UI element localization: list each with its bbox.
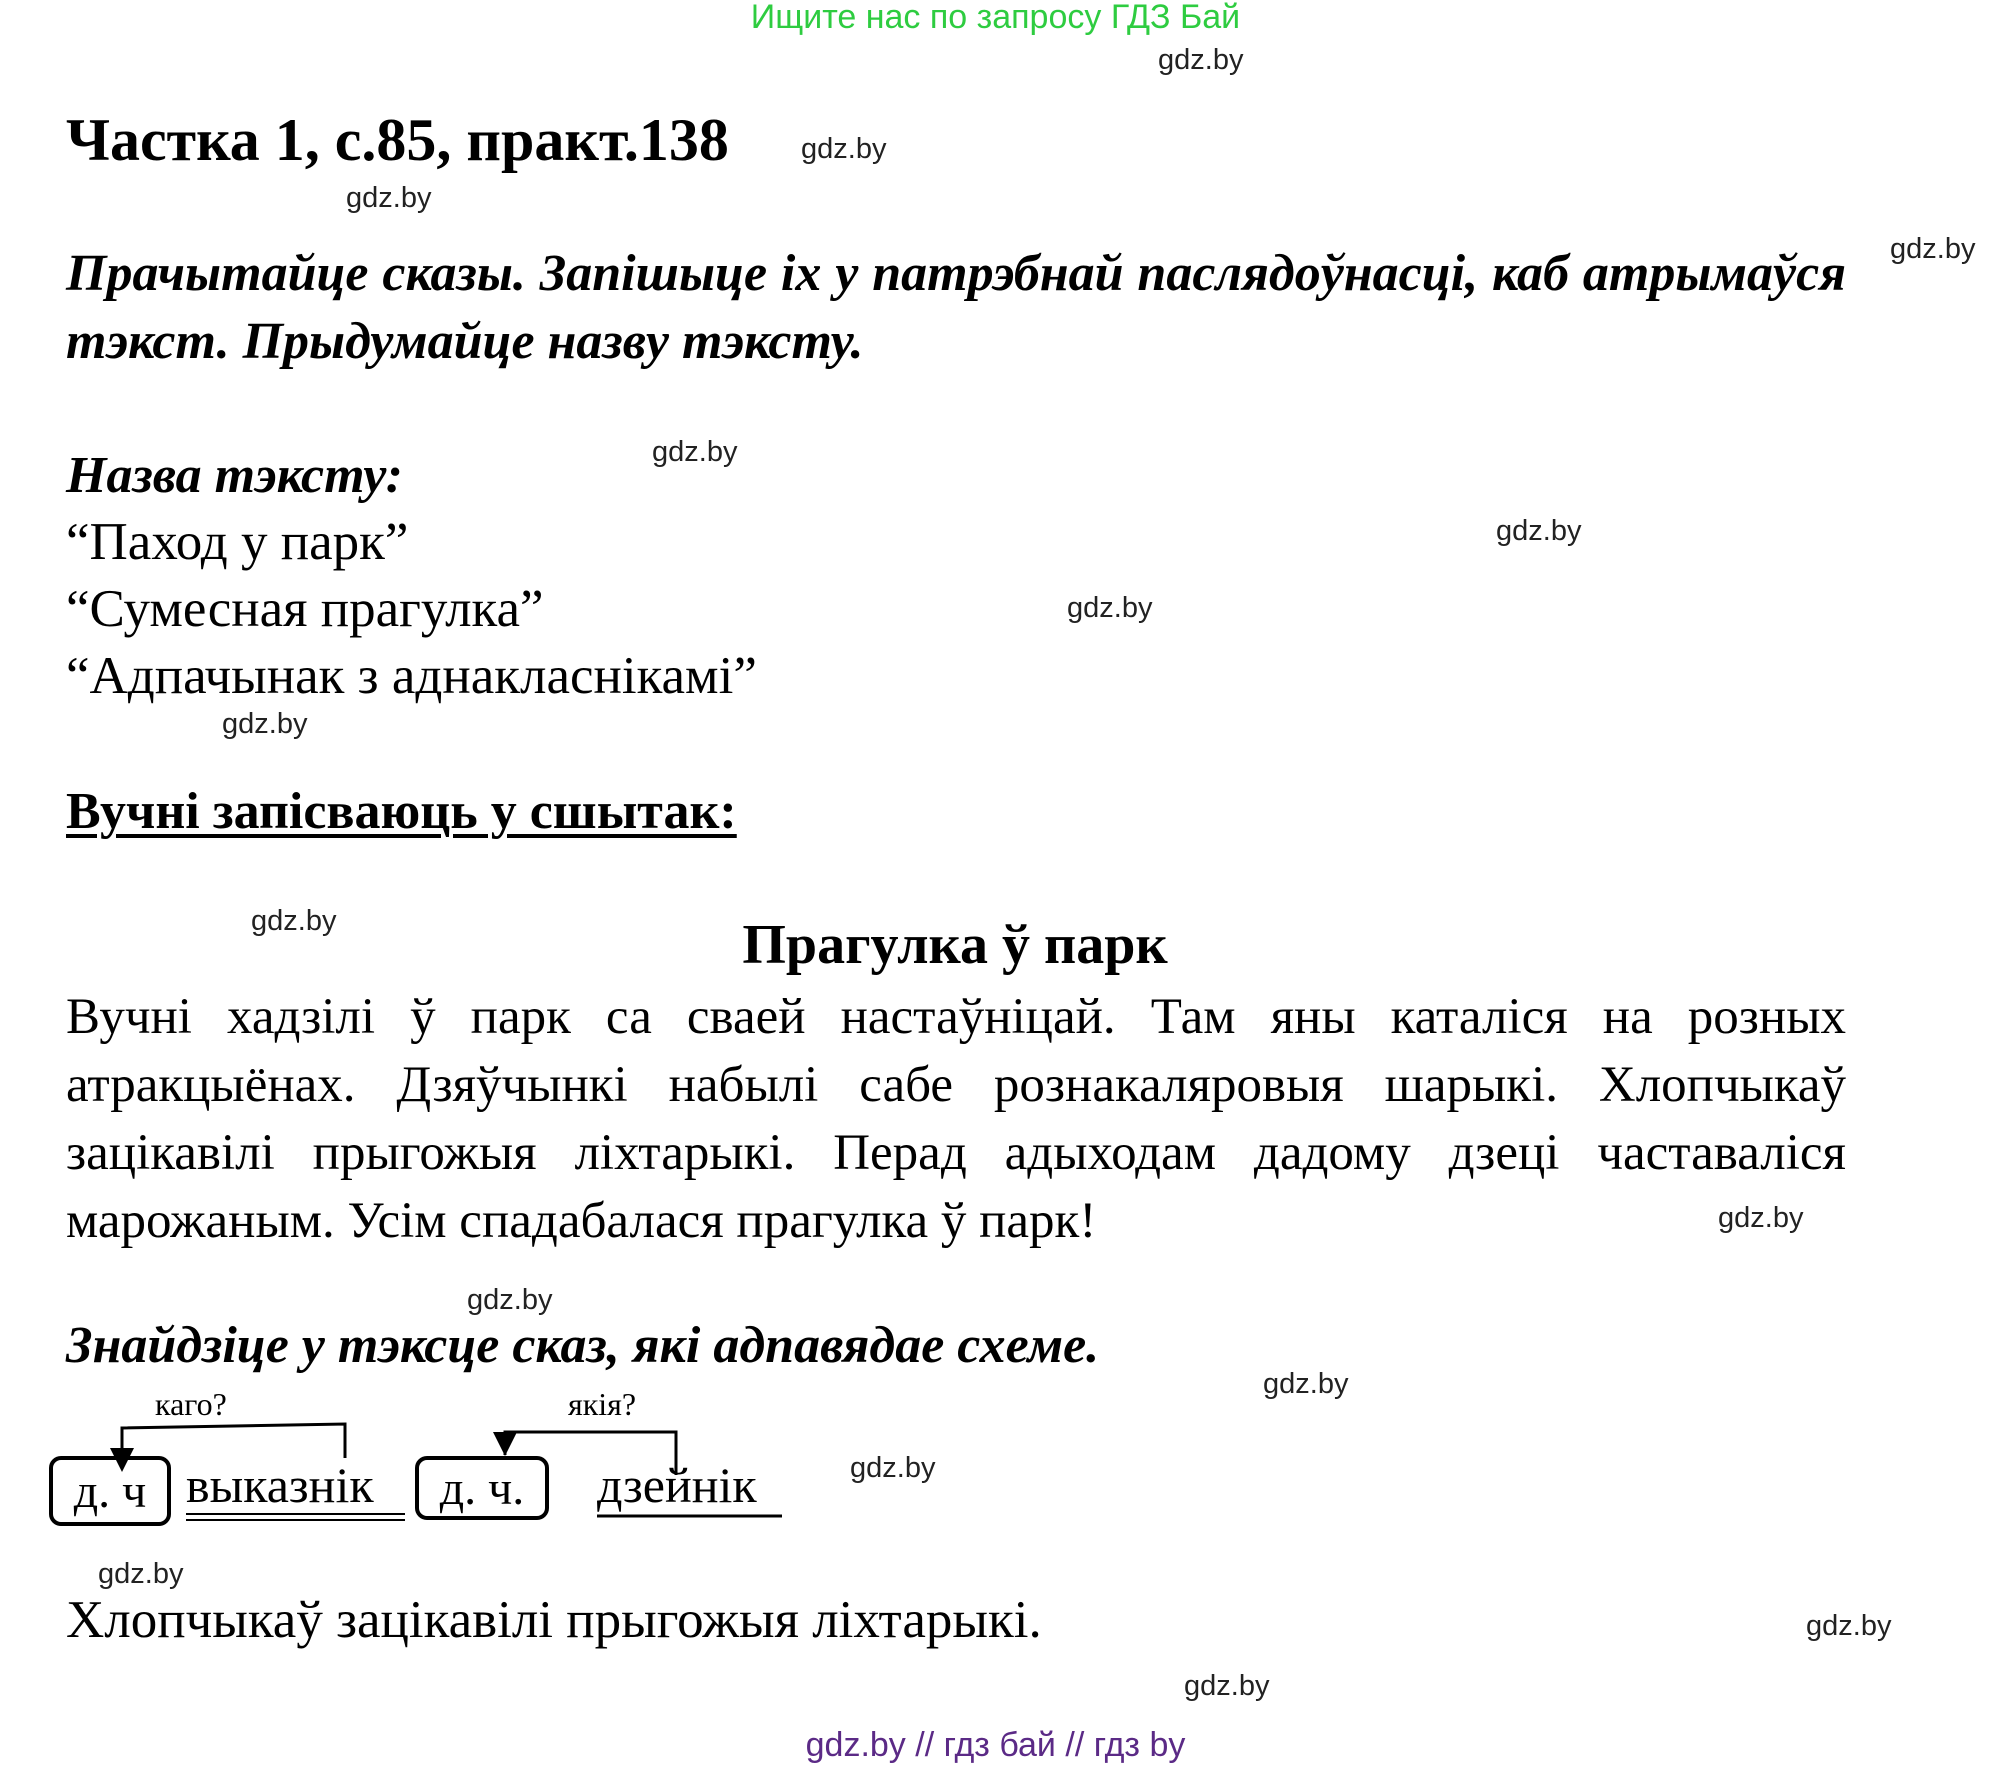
object-box-2 xyxy=(415,1456,549,1520)
watermark: gdz.by xyxy=(1718,1202,1804,1234)
title-option-3: “Адпачынак з аднакласнікамі” xyxy=(66,647,757,705)
search-banner: Ищите нас по запросу ГДЗ Бай xyxy=(750,0,1241,36)
question-label-1: каго? xyxy=(155,1386,227,1422)
task-instruction: Прачытайце сказы. Запішыце іх у патрэбнай паслядоўнасці, каб атрымаўся тэкст. Прыдумайце назву тэксту. xyxy=(66,245,1846,370)
title-option-1: “Паход у парк” xyxy=(66,513,409,571)
watermark: gdz.by xyxy=(1496,515,1582,547)
story-title: Прагулка ў парк xyxy=(742,914,1168,976)
watermark: gdz.by xyxy=(346,182,432,214)
watermark: gdz.by xyxy=(850,1452,936,1484)
titles-label: Назва тэксту: xyxy=(66,447,403,504)
watermark: gdz.by xyxy=(1158,44,1244,76)
predicate-label: выказнік xyxy=(186,1457,374,1513)
watermark: gdz.by xyxy=(251,905,337,937)
watermark: gdz.by xyxy=(1067,592,1153,624)
subject-label: дзейнік xyxy=(597,1457,757,1513)
watermark: gdz.by xyxy=(1263,1368,1349,1400)
object-label-1: д. ч xyxy=(73,1464,147,1518)
students-write-heading: Вучні запісваюць у сшытак: xyxy=(66,783,737,840)
watermark: gdz.by xyxy=(1890,233,1976,265)
question-label-2: якія? xyxy=(568,1386,637,1422)
story-text: Вучні хадзілі ў парк са сваей настаўніцай. Там яны каталіся на розных атракцыёнах. Дзяўчынкі набылі сабе рознакаляровыя шарыкі. Хлопчыкаў зацікавілі прыгожыя ліхтарыкі. Перад адыходам дадому дзеці частаваліся марожаным. Усім спадабалася прагулка ў парк! xyxy=(66,989,1846,1249)
watermark: gdz.by xyxy=(1184,1670,1270,1702)
object-label-2: д. ч. xyxy=(439,1461,525,1515)
watermark: gdz.by xyxy=(801,133,887,165)
answer-sentence: Хлопчыкаў зацікавілі прыгожыя ліхтарыкі. xyxy=(66,1591,1042,1649)
watermark: gdz.by xyxy=(1806,1610,1892,1642)
page-heading: Частка 1, с.85, практ.138 xyxy=(66,107,729,173)
title-option-2: “Сумесная прагулка” xyxy=(66,580,544,638)
watermark: gdz.by xyxy=(652,436,738,468)
footer-links: gdz.by // гдз бай // гдз by xyxy=(805,1726,1186,1764)
watermark: gdz.by xyxy=(222,708,308,740)
watermark: gdz.by xyxy=(467,1284,553,1316)
watermark: gdz.by xyxy=(98,1558,184,1590)
task-2-instruction: Знайдзіце у тэксце сказ, які адпавядае схеме. xyxy=(66,1317,1100,1374)
object-box-1 xyxy=(49,1456,171,1526)
